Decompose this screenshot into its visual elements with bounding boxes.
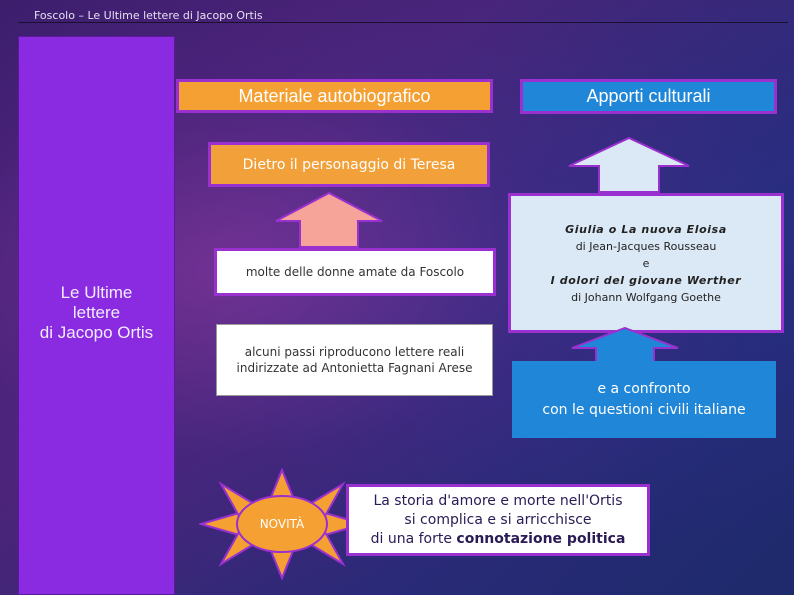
donne-box — [214, 248, 496, 296]
panel-title: Le Ultime lettere di Jacopo Ortis — [39, 283, 154, 342]
donne-label: molte delle donne amate da Foscolo — [245, 265, 465, 279]
passi-label: alcuni passi riproducono lettere reali indirizzate ad Antonietta Fagnani Arese — [236, 345, 473, 375]
confronto-box — [512, 361, 776, 438]
passi-box — [216, 324, 493, 396]
storia-box — [346, 484, 650, 556]
storia-line-1: La storia d'amore e morte nell'Ortis — [373, 492, 623, 509]
storia-line-3-bold: connotazione politica — [456, 530, 626, 547]
storia-line-3 — [371, 530, 626, 549]
up-arrow-blue-icon — [567, 136, 691, 194]
work-author-2: di Johann Wolfgang Goethe — [571, 290, 721, 304]
materiale-label: Materiale autobiografico — [238, 85, 431, 106]
teresa-label: Dietro il personaggio di Teresa — [242, 156, 456, 173]
title-panel — [18, 36, 175, 595]
work-author-1: di Jean-Jacques Rousseau — [575, 239, 717, 253]
teresa-box — [208, 142, 490, 187]
work-title-1: Giulia o La nuova Eloisa — [565, 222, 727, 236]
influences-box — [508, 193, 784, 333]
confronto-label: e a confronto con le questioni civili italiane — [542, 380, 746, 418]
apporti-label: Apporti culturali — [586, 86, 711, 106]
storia-line-3-pre: di una forte — [370, 530, 457, 547]
apporti-culturali-box — [520, 79, 777, 114]
work-title-2: I dolori del giovane Werther — [550, 273, 742, 287]
storia-line-2: si complica e si arricchisce — [404, 511, 592, 528]
sun-burst-icon — [199, 468, 365, 580]
materiale-autobiografico-box — [176, 79, 493, 113]
novita-label: NOVITÀ — [259, 517, 305, 531]
header-divider — [18, 22, 788, 23]
slide-header-title: Foscolo – Le Ultime lettere di Jacopo Ortis — [34, 9, 263, 22]
up-arrow-pink-icon — [274, 191, 384, 249]
conjunction: e — [642, 256, 650, 270]
